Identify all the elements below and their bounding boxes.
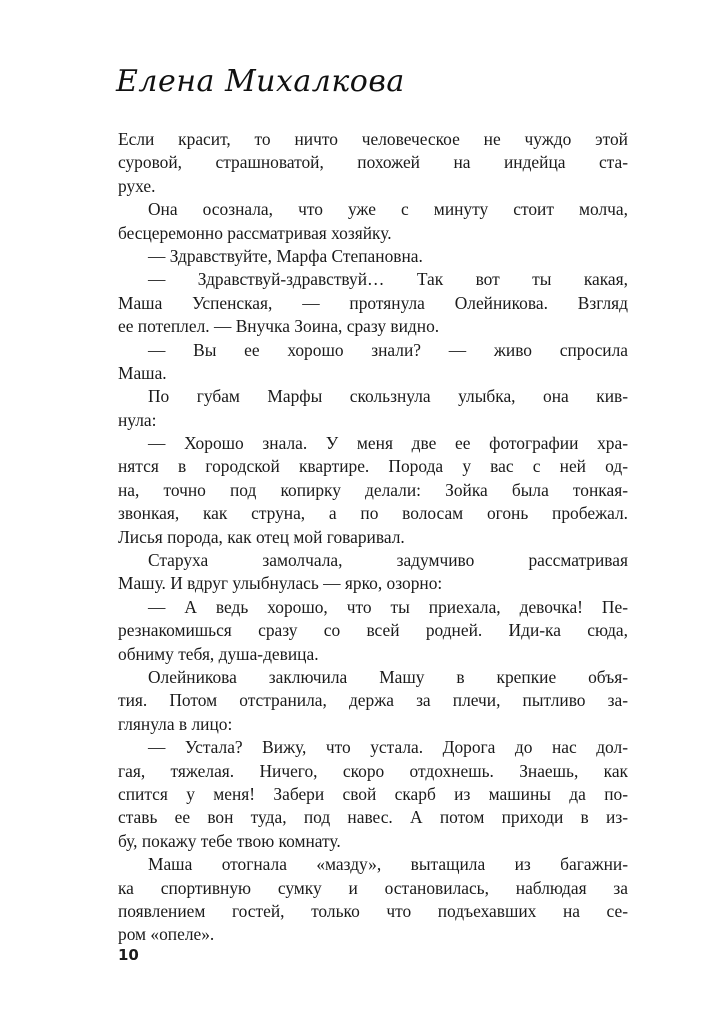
text-line: бесцеремонно рассматривая хозяйку.: [118, 222, 392, 243]
text-line: глянула в лицо:: [118, 713, 233, 734]
body-text: [118, 128, 628, 947]
text-line: появлением гостей, только что подъехавших на се-: [118, 900, 628, 921]
text-line: — А ведь хорошо, что ты приехала, девочка! Пе-: [148, 596, 628, 617]
text-line: суровой, страшноватой, похожей на индейца ста-: [118, 152, 628, 173]
text-line: Старуха замолчала, задумчиво рассматривая: [148, 550, 628, 571]
text-line: — Здравствуй-здравствуй… Так вот ты какая,: [148, 269, 628, 290]
text-line: ка спортивную сумку и остановилась, наблюдая за: [118, 877, 628, 898]
text-line: резнакомишься сразу со всей родней. Иди-ка сюда,: [118, 620, 628, 641]
text-line: ром «опеле».: [118, 924, 215, 945]
text-line: Маша.: [118, 362, 167, 383]
text-line: гая, тяжелая. Ничего, скоро отдохнешь. Знаешь, как: [118, 760, 628, 781]
text-line: на, точно под копирку делали: Зойка была тонкая-: [118, 479, 628, 500]
text-line: обниму тебя, душа-девица.: [118, 643, 319, 664]
text-line: нула:: [118, 409, 157, 430]
text-line: Она осознала, что уже с минуту стоит молча,: [148, 199, 628, 220]
text-line: тия. Потом отстранила, держа за плечи, пытливо за-: [118, 690, 628, 711]
text-line: — Хорошо знала. У меня две ее фотографии хра-: [148, 433, 628, 454]
text-line: Машу. И вдруг улыбнулась — ярко, озорно:: [118, 573, 443, 594]
text-line: рухе.: [118, 175, 156, 196]
text-line: спится у меня! Забери свой скарб из машины да по-: [118, 783, 628, 804]
author-header: Елена Михалкова: [116, 64, 405, 99]
text-line: звонкая, как струна, а по волосам огонь пробежал.: [118, 503, 628, 524]
text-line: — Вы ее хорошо знали? — живо спросила: [148, 339, 628, 360]
text-line: ставь ее вон туда, под навес. А потом приходи в из-: [118, 807, 628, 828]
text-line: Лисья порода, как отец мой говаривал.: [118, 526, 405, 547]
text-line: бу, покажу тебе твою комнату.: [118, 830, 341, 851]
text-line: Если красит, то ничто человеческое не чуждо этой: [118, 129, 628, 149]
text-line: Олейникова заключила Машу в крепкие объя-: [148, 666, 628, 687]
page-number: 10: [118, 946, 139, 964]
text-line: По губам Марфы скользнула улыбка, она кив-: [148, 386, 628, 407]
text-line: ее потеплел. — Внучка Зоина, сразу видно.: [118, 316, 440, 337]
text-line: Маша Успенская, — протянула Олейникова. Взгляд: [118, 292, 628, 313]
text-line: — Устала? Вижу, что устала. Дорога до нас дол-: [148, 737, 628, 758]
text-line: — Здравствуйте, Марфа Степановна.: [148, 245, 423, 266]
text-line: нятся в городской квартире. Порода у вас с ней од-: [118, 456, 628, 477]
text-line: Маша отогнала «мазду», вытащила из багажни-: [148, 854, 628, 875]
